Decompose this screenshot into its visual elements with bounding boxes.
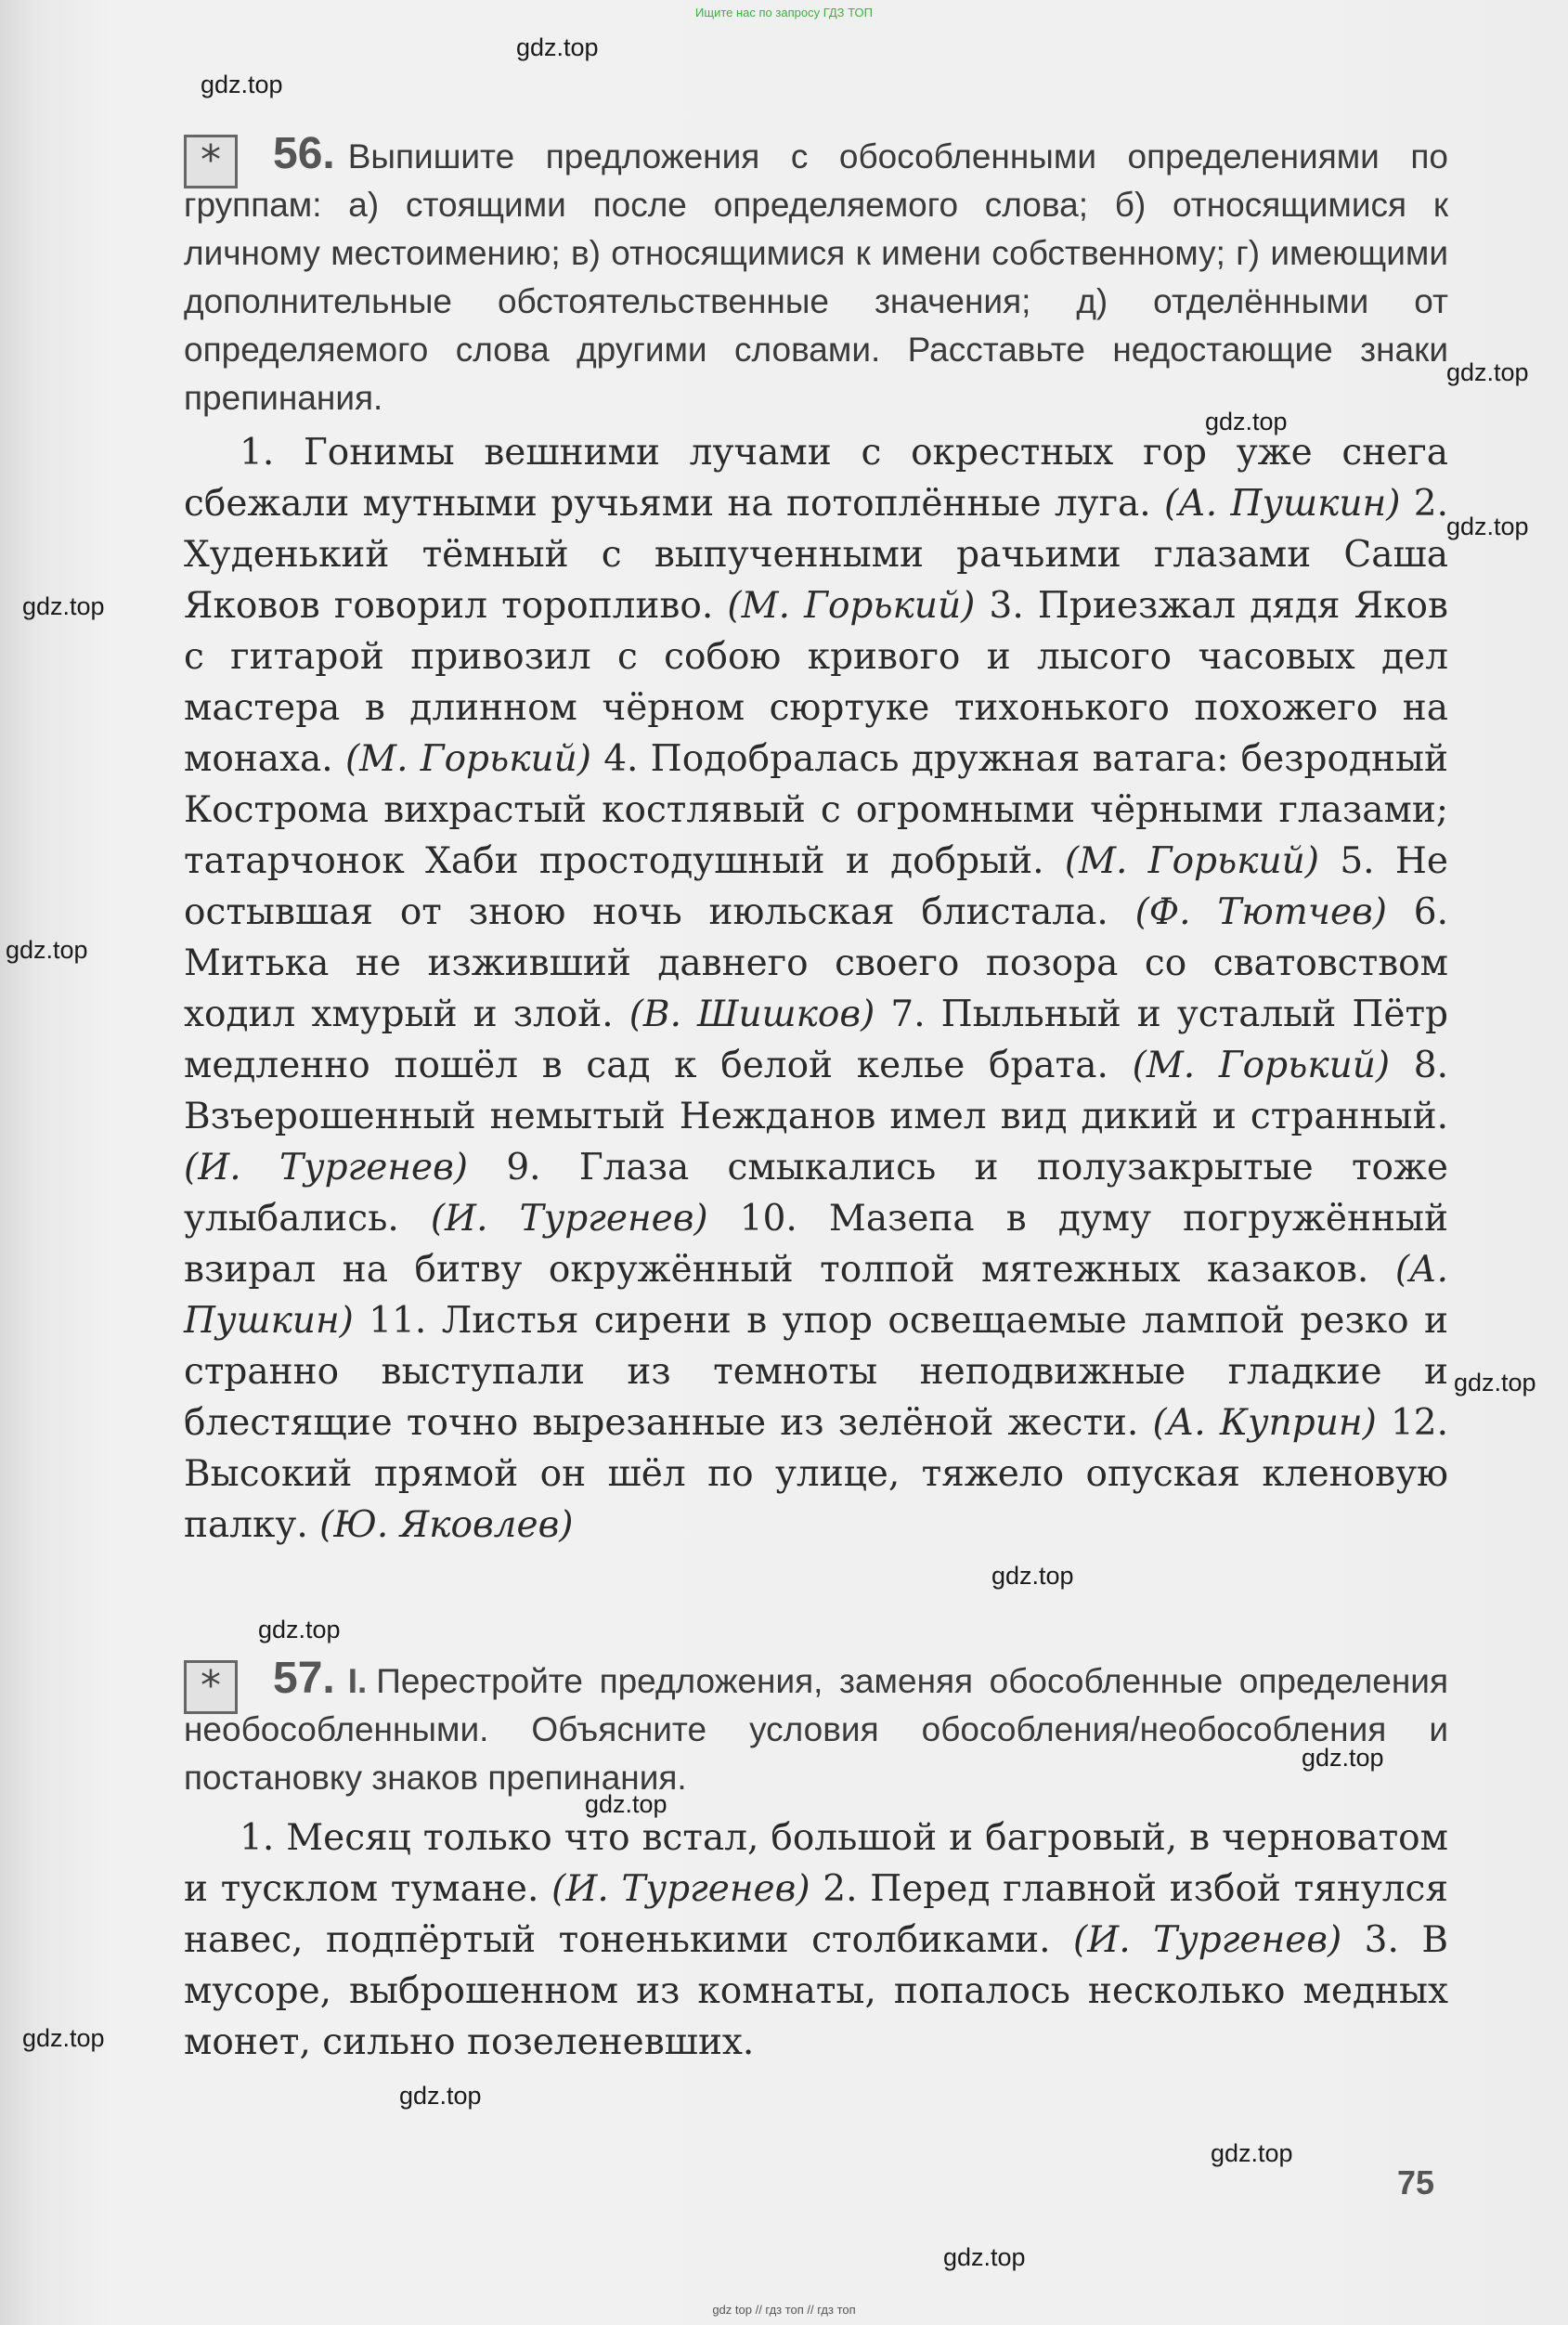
sentence: 9. Глаза смыкались и полузакрытые тоже улыбались. bbox=[184, 1147, 1448, 1240]
sentence: 1. Месяц только что встал, большой и багровый, в черноватом и тусклом тумане. bbox=[184, 1817, 1448, 1910]
sentence-author: (А. Куприн) bbox=[1152, 1402, 1377, 1444]
watermark: gdz.top bbox=[258, 1616, 341, 1643]
sentence: 11. Листья сирени в упор освещаемые лампой резко и странно выступали из темноты неподвижные гладкие и блестящие точно вырезанные из зелёной жести. bbox=[184, 1300, 1448, 1444]
exercise-part: I. bbox=[347, 1662, 368, 1700]
sentence: 5. Не остывшая от зною ночь июльская блистала. bbox=[184, 840, 1448, 933]
sentence-author: (И. Тургенев) bbox=[1073, 1919, 1342, 1961]
watermark: gdz.top bbox=[943, 2243, 1026, 2271]
exercise-57-sentences bbox=[184, 1812, 1448, 2068]
sentence: 3. В мусоре, выброшенном из комнаты, попалось несколько медных монет, сильно позеленевших. bbox=[184, 1919, 1448, 2063]
watermark: gdz.top bbox=[991, 1562, 1074, 1590]
exercise-task-text: Перестройте предложения, заменяя обособленные определения необособленными. Объясните условия обособления/необособления и постановку знаков препинания. bbox=[184, 1662, 1448, 1797]
sentence: 12. Высокий прямой он шёл по улице, тяжело опуская кленовую палку. bbox=[184, 1402, 1448, 1546]
star-marker-icon: * bbox=[184, 135, 238, 188]
sentence-author: (И. Тургенев) bbox=[430, 1198, 708, 1240]
sentence-author: (Ф. Тютчев) bbox=[1134, 891, 1387, 933]
sentence: 2. Худенький тёмный с выпученными рачьими глазами Саша Яковов говорил торопливо. bbox=[184, 483, 1448, 627]
sentence-author: (И. Тургенев) bbox=[184, 1147, 469, 1188]
top-banner: Ищите нас по запросу ГДЗ ТОП bbox=[695, 6, 873, 19]
watermark: gdz.top bbox=[22, 2024, 105, 2052]
sentence-author: (М. Горький) bbox=[1132, 1045, 1391, 1086]
sentence: 1. Гонимы вешними лучами с окрестных гор уже снега сбежали мутными ручьями на потоплённые луга. bbox=[184, 432, 1448, 525]
watermark: gdz.top bbox=[1454, 1369, 1536, 1396]
watermark: gdz.top bbox=[1205, 408, 1288, 435]
watermark: gdz.top bbox=[585, 1790, 667, 1818]
watermark: gdz.top bbox=[22, 592, 105, 620]
exercise-56-sentences bbox=[184, 427, 1448, 1551]
watermark: gdz.top bbox=[516, 33, 599, 61]
sentence-author: (М. Горький) bbox=[1064, 840, 1319, 882]
sentence: 4. Подобралась дружная ватага: безродный Кострома вихрастый костлявый с огромными чёрными глазами; татарчонок Хаби простодушный и добрый. bbox=[184, 738, 1449, 882]
sentence-author: (М. Горький) bbox=[344, 738, 591, 780]
sentence-author: (В. Шишков) bbox=[628, 994, 875, 1035]
star-marker-icon: * bbox=[184, 1660, 238, 1714]
watermark: gdz.top bbox=[201, 71, 283, 98]
exercise-56-task bbox=[184, 130, 1448, 422]
exercise-number: 57. bbox=[273, 1654, 335, 1703]
watermark: gdz.top bbox=[1446, 513, 1529, 540]
sentence-author: (А. Пушкин) bbox=[184, 1249, 1448, 1342]
bottom-banner: gdz top // гдз топ // гдз топ bbox=[712, 2303, 856, 2317]
watermark: gdz.top bbox=[1302, 1744, 1384, 1772]
sentence: 6. Митька не изживший давнего своего позора со сватовством ходил хмурый и злой. bbox=[184, 891, 1449, 1035]
watermark: gdz.top bbox=[6, 936, 88, 964]
exercise-task-text: Выпишите предложения с обособленными определениями по группам: а) стоящими после определяемого слова; б) относящимися к личному местоимению; в) относящимися к имени собственному; г) имеющими дополнительные обстоятельственные значения; д) отделёнными от определяемого слова другими словами. Расставьте недостающие знаки препинания. bbox=[184, 137, 1448, 417]
sentence: 2. Перед главной избой тянулся навес, подпёртый тоненькими столбиками. bbox=[184, 1868, 1448, 1961]
watermark: gdz.top bbox=[1446, 358, 1529, 386]
sentence: 8. Взъерошенный немытый Нежданов имел вид дикий и странный. bbox=[184, 1045, 1448, 1137]
sentence-author: (Ю. Яковлев) bbox=[319, 1504, 574, 1546]
sentence-author: (А. Пушкин) bbox=[1164, 483, 1401, 525]
page-number: 75 bbox=[1397, 2163, 1435, 2202]
watermark: gdz.top bbox=[1211, 2139, 1293, 2167]
sentence-author: (И. Тургенев) bbox=[551, 1868, 810, 1910]
sentence: 7. Пыльный и усталый Пётр медленно пошёл в сад к белой келье брата. bbox=[184, 994, 1448, 1086]
exercise-number: 56. bbox=[273, 129, 335, 178]
sentence: 3. Приезжал дядя Яков с гитарой привозил с собою кривого и лысого часовых дел мастера в длинном чёрном сюртуке тихонького похожего на монаха. bbox=[184, 585, 1448, 780]
exercise-57-task bbox=[184, 1655, 1448, 1802]
sentence: 10. Мазепа в думу погружённый взирал на битву окружённый толпой мятежных казаков. bbox=[184, 1198, 1448, 1291]
watermark: gdz.top bbox=[399, 2082, 482, 2110]
sentence-author: (М. Горький) bbox=[727, 585, 976, 627]
